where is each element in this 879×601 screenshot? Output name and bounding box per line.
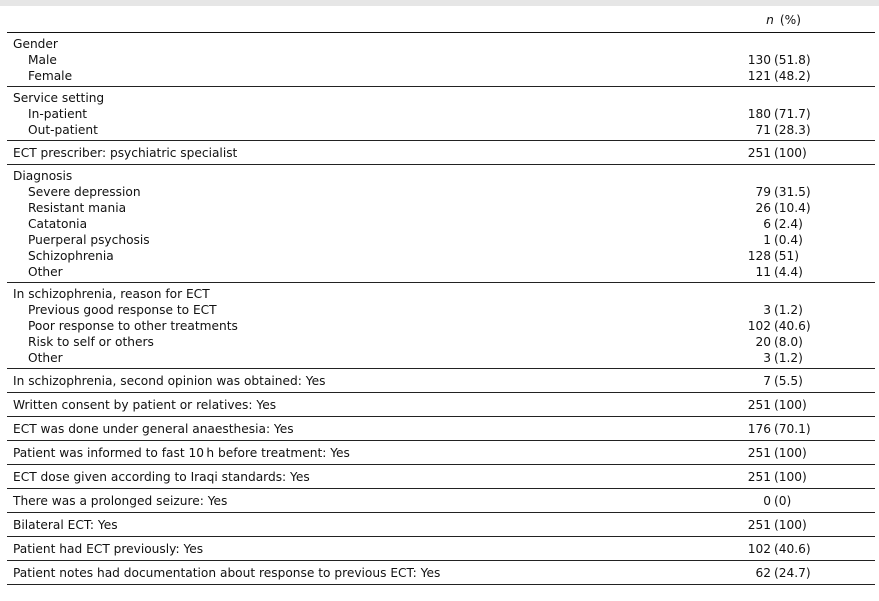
count-value: 251: [747, 146, 771, 160]
row-label: Male: [28, 53, 57, 67]
group-heading: Diagnosis: [13, 169, 73, 183]
percent-value: (1.2): [774, 351, 803, 365]
table-row: [7, 302, 875, 318]
percent-value: (8.0): [774, 335, 803, 349]
count-value: 130: [747, 53, 771, 67]
table-row: [7, 565, 875, 581]
table-row: [7, 216, 875, 232]
row-label: Poor response to other treatments: [28, 319, 238, 333]
row-label: Out-patient: [28, 123, 98, 137]
count-value: 3: [763, 351, 771, 365]
count-value: 0: [763, 494, 771, 508]
row-label: ECT was done under general anaesthesia: Yes: [13, 422, 294, 436]
table-row: [7, 334, 875, 350]
group-heading-row: [7, 286, 875, 302]
table-row: [7, 445, 875, 461]
percent-value: (51.8): [774, 53, 811, 67]
row-label: There was a prolonged seizure: Yes: [13, 494, 228, 508]
row-label: ECT prescriber: psychiatric specialist: [13, 146, 238, 160]
table-group: [7, 165, 875, 283]
percent-value: (48.2): [774, 69, 811, 83]
row-label: Bilateral ECT: Yes: [13, 518, 118, 532]
table-group: [7, 465, 875, 489]
percent-value: (71.7): [774, 107, 811, 121]
percent-value: (100): [774, 470, 807, 484]
table-row: [7, 350, 875, 366]
group-heading: In schizophrenia, reason for ECT: [13, 287, 210, 301]
row-label: Female: [28, 69, 73, 83]
percent-value: (31.5): [774, 185, 811, 199]
count-value: 251: [747, 518, 771, 532]
count-value: 1: [763, 233, 771, 247]
table-group: [7, 441, 875, 465]
percent-value: (40.6): [774, 319, 811, 333]
count-value: 180: [747, 107, 771, 121]
count-value: 102: [747, 319, 771, 333]
table-row: [7, 232, 875, 248]
count-value: 251: [747, 446, 771, 460]
table-row: [7, 248, 875, 264]
table-row: [7, 421, 875, 437]
table-group: [7, 33, 875, 87]
table-row: [7, 318, 875, 334]
count-value: 11: [755, 265, 771, 279]
table-row: [7, 184, 875, 200]
table-row: [7, 517, 875, 533]
count-value: 128: [747, 249, 771, 263]
percent-value: (100): [774, 518, 807, 532]
row-label: Puerperal psychosis: [28, 233, 150, 247]
table-row: [7, 541, 875, 557]
column-header-n-percent: n (%): [766, 13, 801, 27]
percent-value: (24.7): [774, 566, 811, 580]
count-value: 62: [755, 566, 771, 580]
table-group: [7, 283, 875, 369]
percent-value: (28.3): [774, 123, 811, 137]
table-row: [7, 397, 875, 413]
table-row: [7, 200, 875, 216]
percent-value: (4.4): [774, 265, 803, 279]
count-value: 102: [747, 542, 771, 556]
table-header: [7, 6, 875, 33]
row-label: In schizophrenia, second opinion was obtained: Yes: [13, 374, 326, 388]
percent-value: (1.2): [774, 303, 803, 317]
table-row: [7, 493, 875, 509]
percent-value: (51): [774, 249, 800, 263]
table-row: [7, 68, 875, 84]
group-heading: Gender: [13, 37, 58, 51]
row-label: Other: [28, 265, 63, 279]
row-label: Risk to self or others: [28, 335, 154, 349]
percent-value: (0): [774, 494, 792, 508]
table-group: [7, 87, 875, 141]
percent-value: (100): [774, 446, 807, 460]
percent-value: (70.1): [774, 422, 811, 436]
row-label: In-patient: [28, 107, 88, 121]
table-row: [7, 122, 875, 138]
table-row: [7, 373, 875, 389]
count-value: 7: [763, 374, 771, 388]
row-label: Patient was informed to fast 10 h before treatment: Yes: [13, 446, 350, 460]
percent-value: (2.4): [774, 217, 803, 231]
table-row: [7, 469, 875, 485]
count-value: 176: [747, 422, 771, 436]
row-label: Schizophrenia: [28, 249, 114, 263]
row-label: Written consent by patient or relatives: Yes: [13, 398, 277, 412]
group-heading-row: [7, 168, 875, 184]
percent-value: (10.4): [774, 201, 811, 215]
group-heading-row: [7, 90, 875, 106]
group-heading: Service setting: [13, 91, 105, 105]
count-value: 79: [755, 185, 771, 199]
table-group: [7, 393, 875, 417]
row-label: Patient notes had documentation about response to previous ECT: Yes: [13, 566, 441, 580]
percent-value: (100): [774, 398, 807, 412]
count-value: 251: [747, 470, 771, 484]
table-row: [7, 145, 875, 161]
table-body: [7, 33, 875, 585]
row-label: ECT dose given according to Iraqi standards: Yes: [13, 470, 310, 484]
table-row: [7, 52, 875, 68]
percent-value: (40.6): [774, 542, 811, 556]
row-label: Patient had ECT previously: Yes: [13, 542, 204, 556]
count-value: 251: [747, 398, 771, 412]
row-label: Severe depression: [28, 185, 141, 199]
table-group: [7, 513, 875, 537]
count-value: 26: [755, 201, 771, 215]
row-label: Catatonia: [28, 217, 88, 231]
table-row: [7, 106, 875, 122]
group-heading-row: [7, 36, 875, 52]
table-row: [7, 264, 875, 280]
count-value: 121: [747, 69, 771, 83]
count-value: 20: [755, 335, 771, 349]
row-label: Previous good response to ECT: [28, 303, 217, 317]
percent-value: (100): [774, 146, 807, 160]
row-label: Resistant mania: [28, 201, 127, 215]
count-value: 6: [763, 217, 771, 231]
table-group: [7, 537, 875, 561]
table-group: [7, 141, 875, 165]
table-group: [7, 489, 875, 513]
count-value: 3: [763, 303, 771, 317]
table-group: [7, 417, 875, 441]
row-label: Other: [28, 351, 63, 365]
percent-value: (0.4): [774, 233, 803, 247]
ect-characteristics-table: [7, 6, 875, 585]
table-group: [7, 561, 875, 585]
table-group: [7, 369, 875, 393]
percent-value: (5.5): [774, 374, 803, 388]
count-value: 71: [755, 123, 771, 137]
